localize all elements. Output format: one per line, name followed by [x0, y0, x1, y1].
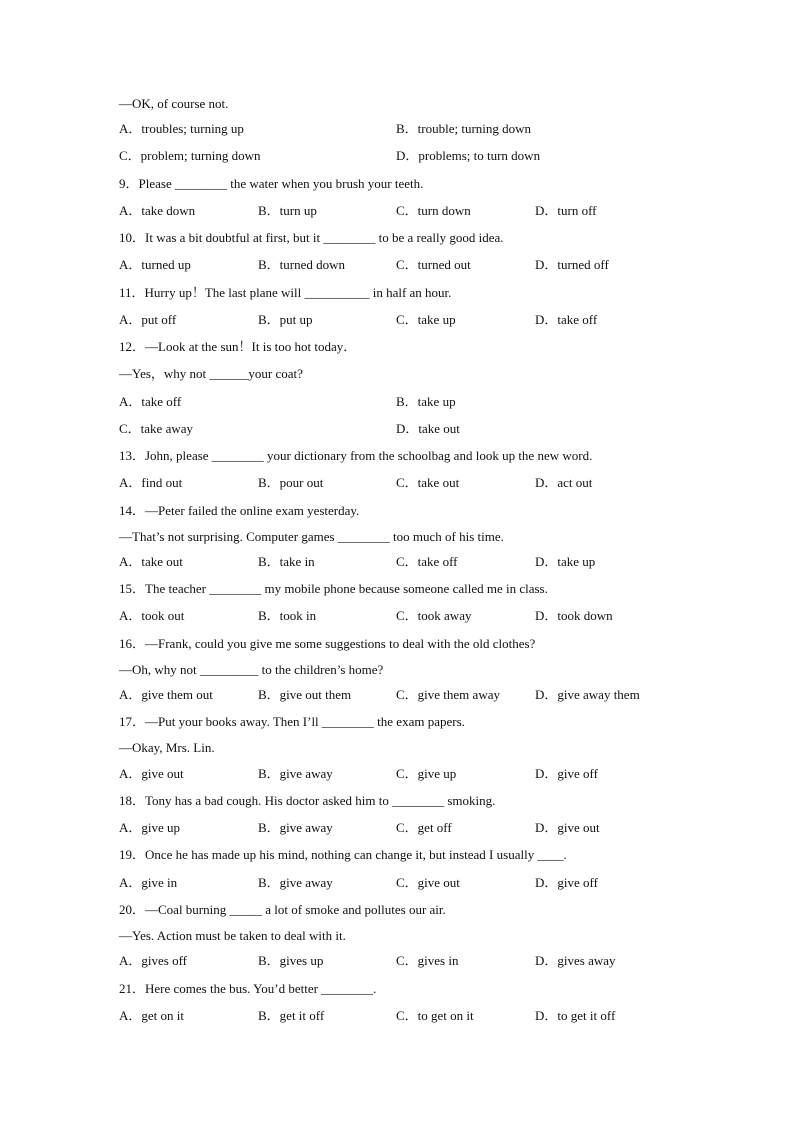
option-c: C．to get on it: [396, 1008, 474, 1023]
option-a: A．put off: [119, 312, 177, 327]
option-a: A．give up: [119, 820, 181, 835]
option-d: D．turn off: [535, 203, 597, 218]
option-b: B．give away: [258, 766, 333, 781]
dialogue-line: —Yes，why not ______your coat?: [119, 366, 303, 381]
question-14: 14．—Peter failed the online exam yesterday.: [119, 503, 360, 518]
question-19: 19．Once he has made up his mind, nothing can change it, but instead I usually ____.: [119, 847, 567, 862]
question-12: 12．—Look at the sun！It is too hot today．: [119, 339, 357, 354]
question-21: 21．Here comes the bus. You’d better ________.: [119, 981, 377, 996]
option-b: B．gives up: [258, 953, 324, 968]
option-b: B．give away: [258, 875, 333, 890]
option-d: D．take off: [535, 312, 598, 327]
question-9: 9．Please ________ the water when you brush your teeth.: [119, 176, 424, 191]
option-c: C．take away: [119, 421, 194, 436]
option-d: D．act out: [535, 475, 593, 490]
option-b: B．turned down: [258, 257, 346, 272]
dialogue-line: —That’s not surprising. Computer games ________ too much of his time.: [119, 529, 504, 544]
option-c: C．give up: [396, 766, 457, 781]
option-d: D．give off: [535, 875, 598, 890]
option-d: D．gives away: [535, 953, 616, 968]
option-b: B．take up: [396, 394, 456, 409]
option-c: C．get off: [396, 820, 452, 835]
question-13: 13．John, please ________ your dictionary from the schoolbag and look up the new word.: [119, 448, 593, 463]
option-b: B．give out them: [258, 687, 352, 702]
question-16: 16．—Frank, could you give me some suggestions to deal with the old clothes?: [119, 636, 536, 651]
question-20: 20．—Coal burning _____ a lot of smoke and pollutes our air.: [119, 902, 446, 917]
option-a: A．find out: [119, 475, 183, 490]
option-b: B．took in: [258, 608, 317, 623]
option-d: D．turned off: [535, 257, 609, 272]
question-11: 11．Hurry up！The last plane will __________ in half an hour.: [119, 285, 452, 300]
dialogue-line: —Oh, why not _________ to the children’s home?: [119, 662, 384, 677]
option-c: C．take up: [396, 312, 456, 327]
option-a: A．take out: [119, 554, 183, 569]
option-a: A．give in: [119, 875, 178, 890]
question-10: 10．It was a bit doubtful at first, but it ________ to be a really good idea.: [119, 230, 504, 245]
option-c: C．give out: [396, 875, 460, 890]
option-a: A．gives off: [119, 953, 188, 968]
option-d: D．problems; to turn down: [396, 148, 541, 163]
option-d: D．take up: [535, 554, 596, 569]
option-a: A．give out: [119, 766, 184, 781]
option-a: A．troubles; turning up: [119, 121, 244, 136]
option-d: D．took down: [535, 608, 613, 623]
question-18: 18．Tony has a bad cough. His doctor asked him to ________ smoking.: [119, 793, 496, 808]
option-c: C．give them away: [396, 687, 500, 702]
option-b: B．give away: [258, 820, 333, 835]
option-b: B．trouble; turning down: [396, 121, 532, 136]
question-17: 17．—Put your books away. Then I’ll ________ the exam papers.: [119, 714, 465, 729]
option-c: C．took away: [396, 608, 472, 623]
option-b: B．turn up: [258, 203, 317, 218]
option-a: A．take down: [119, 203, 196, 218]
option-c: C．problem; turning down: [119, 148, 261, 163]
option-b: B．put up: [258, 312, 313, 327]
option-a: A．take off: [119, 394, 182, 409]
dialogue-line: —Yes. Action must be taken to deal with it.: [119, 928, 346, 943]
option-d: D．give away them: [535, 687, 640, 702]
option-c: C．turned out: [396, 257, 471, 272]
option-a: A．took out: [119, 608, 185, 623]
option-d: D．to get it off: [535, 1008, 616, 1023]
option-a: A．turned up: [119, 257, 191, 272]
option-b: B．pour out: [258, 475, 324, 490]
dialogue-line: —Okay, Mrs. Lin.: [119, 740, 215, 755]
question-15: 15．The teacher ________ my mobile phone because someone called me in class.: [119, 581, 548, 596]
option-d: D．take out: [396, 421, 460, 436]
option-d: D．give out: [535, 820, 600, 835]
option-c: C．gives in: [396, 953, 459, 968]
option-b: B．take in: [258, 554, 315, 569]
option-a: A．get on it: [119, 1008, 184, 1023]
option-d: D．give off: [535, 766, 598, 781]
option-c: C．take off: [396, 554, 458, 569]
dialogue-line: —OK, of course not.: [119, 96, 229, 111]
option-c: C．turn down: [396, 203, 471, 218]
option-b: B．get it off: [258, 1008, 325, 1023]
option-c: C．take out: [396, 475, 460, 490]
option-a: A．give them out: [119, 687, 213, 702]
